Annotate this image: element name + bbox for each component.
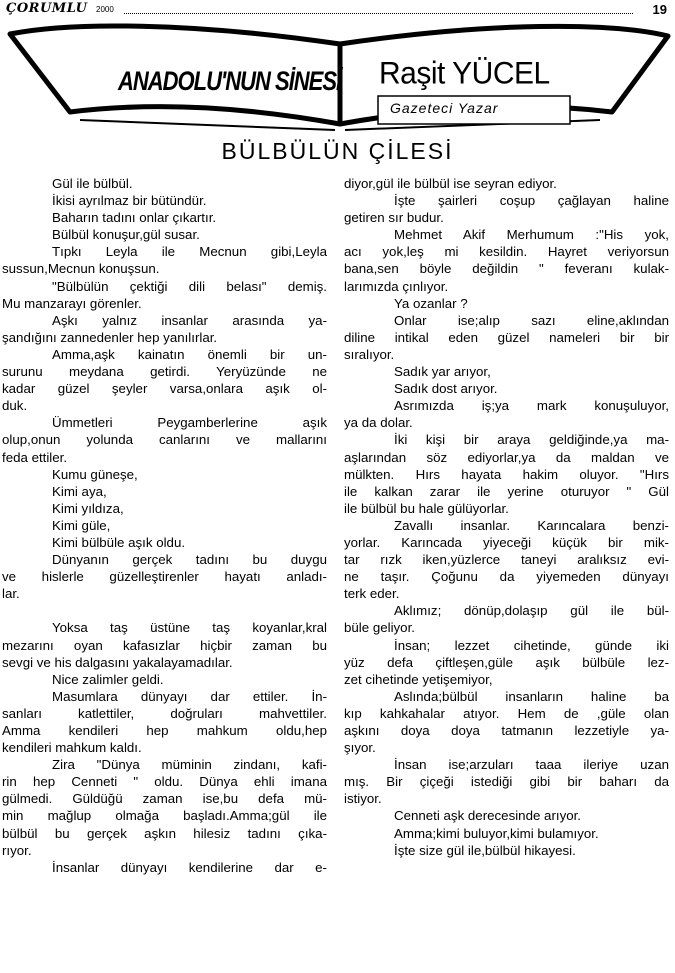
left-column: [2, 175, 327, 876]
text-line: [2, 602, 327, 619]
text-line: Zavallı insanlar. Karıncalara benzi-: [394, 517, 669, 533]
text-line: Kimi yıldıza,: [52, 500, 124, 516]
text-line: feda ettiler.: [2, 449, 68, 465]
text-line: Nice zalimler geldi.: [52, 671, 164, 687]
magazine-logo: ÇORUMLU: [6, 1, 88, 16]
text-line: Kimi aya,: [52, 483, 107, 499]
text-line: Aklımız; dönüp,dolaşıp gül ile bül-: [394, 603, 669, 619]
text-line: Dünyanın gerçek tadını bu duygu: [52, 552, 327, 568]
text-line: sıralıyor.: [344, 346, 395, 362]
text-line: İnsan ise;arzuları taaa ileriye uzan: [394, 757, 669, 773]
text-line: İnsan; lezzet cihetinde, günde iki: [394, 637, 669, 653]
text-line: Kumu güneşe,: [52, 466, 138, 482]
text-line: sussun,Mecnun konuşsun.: [2, 261, 160, 277]
text-line: Sadık yar arıyor,: [394, 364, 491, 380]
text-line: yorlar. Karıncada yiyeceği küçük bir mik-: [344, 534, 669, 550]
text-line: tar rızk iken,yüzlerce taneyi aralıksız evi-: [344, 552, 669, 568]
text-line: ya da dolar.: [344, 415, 413, 431]
text-line: Zira "Dünya müminin zindanı, kafi-: [52, 757, 327, 773]
text-line: terk eder.: [344, 586, 400, 602]
text-line: Mu manzarayı görenler.: [2, 295, 142, 311]
text-line: Gül ile bülbül.: [52, 176, 133, 191]
text-line: zet cihetinde yetişemiyor,: [344, 671, 493, 687]
text-line: mezarını oyan kafasızlar hiçbir zaman bu: [2, 637, 327, 653]
text-line: getiren sır budur.: [344, 210, 444, 226]
text-line: İşte size gül ile,bülbül hikayesi.: [394, 842, 576, 858]
text-line: İşte şairleri coşup çağlayan haline: [394, 193, 669, 209]
text-line: yüz defa çiftleşen,güle aşık bülbüle lez-: [344, 654, 669, 670]
text-line: ile kalkan zarar ile yerine oturuyor " Gül: [344, 483, 669, 499]
text-line: Tıpkı Leyla ile Mecnun gibi,Leyla: [52, 244, 327, 260]
text-line: diline intikal eden güzel nameleri bir bir: [344, 329, 669, 345]
text-line: gülmedi. Güldüğü zaman ise,bu defa mü-: [2, 791, 327, 807]
author-name: Raşit YÜCEL: [379, 56, 550, 91]
text-line: "Bülbülün çektiği dili belası" demiş.: [52, 278, 327, 294]
text-line: Cenneti aşk derecesinde arıyor.: [394, 808, 582, 824]
text-line: kendileri mahkum kaldı.: [2, 740, 142, 756]
text-line: şandığını zannedenler hep yanılırlar.: [2, 329, 218, 345]
text-line: min mağlup olmağa başladı.Amma;gül ile: [2, 808, 327, 824]
text-line: İkisi ayrılmaz bir bütündür.: [52, 193, 207, 209]
text-line: Yoksa taş üstüne taş koyanlar,kral: [52, 620, 327, 636]
text-line: kadar güzel şeyler varsa,onlara aşık ol-: [2, 381, 327, 397]
text-line: acı yok,leş mi kesildin. Hayret veriyorsun: [344, 244, 669, 260]
text-line: İnsanlar dünyayı kendilerine dar e-: [52, 859, 327, 875]
text-line: ile bülbül bu hale gülüyorlar.: [344, 500, 509, 516]
text-line: sanları katlettiler, doğruları mahvettiler.: [2, 705, 327, 721]
text-line: Kimi bülbüle aşık oldu.: [52, 534, 186, 550]
text-line: Amma;kimi buluyor,kimi bulamıyor.: [394, 825, 599, 841]
page-number: 19: [652, 2, 667, 17]
text-line: aşkını doya doya tatmanın lezzetiyle ya-: [344, 723, 669, 738]
text-line: kıp kahkahalar atıyor. Hem de ,güle olan: [344, 705, 669, 721]
article-title: BÜLBÜLÜN ÇİLESİ: [221, 138, 454, 164]
text-line: larımızda çınlıyor.: [344, 278, 449, 294]
text-line: Onlar ise;alıp sazı eline,aklından: [394, 312, 669, 328]
text-line: Baharın tadını onlar çıkartır.: [52, 210, 217, 226]
text-line: büle geliyor.: [344, 620, 415, 636]
column-banner: [0, 14, 675, 134]
text-line: Ya ozanlar ?: [394, 295, 468, 311]
text-line: mış. Bir çiçeği istediği gibi bir baharı da: [344, 774, 669, 790]
author-role: Gazeteci Yazar: [390, 100, 499, 116]
text-line: mülkten. Hırs hayata hakim oluyor. "Hırs: [344, 466, 669, 482]
text-line: Mehmet Akif Merhumum :"His yok,: [394, 227, 669, 243]
text-line: Kimi güle,: [52, 517, 111, 533]
text-line: Amma,aşk kainatın önemli bir un-: [52, 346, 327, 362]
text-line: surunu meydana getirdi. Yeryüzünde ne: [2, 364, 327, 380]
text-line: duk.: [2, 398, 28, 414]
text-line: Asrımızda iş;ya mark konuşuluyor,: [394, 398, 669, 414]
text-line: ve hislerle güzelleştirenler hayatı anladı-: [2, 569, 327, 585]
column-title: ANADOLU'NUN SİNESİ: [118, 66, 342, 96]
text-line: Sadık dost arıyor.: [394, 381, 498, 397]
text-line: rıyor.: [2, 842, 32, 858]
text-line: Aşkı yalnız insanlar arasında ya-: [52, 312, 327, 328]
text-line: rin hep Cenneti " oldu. Dünya ehli imana: [2, 774, 327, 790]
text-line: Ümmetleri Peygamberlerine aşık: [52, 415, 327, 431]
text-line: aşlarından söz ediyorlar,ya da maldan ve: [344, 449, 669, 465]
text-line: olup,onun yolunda canlarını ve mallarını: [2, 432, 327, 448]
text-line: ne taşır. Çoğunu da yiyemeden dünyayı: [344, 569, 669, 585]
text-line: Aslında;bülbül insanların haline ba: [394, 688, 669, 704]
text-line: İki kişi bir araya geldiğinde,ya ma-: [394, 432, 669, 448]
text-line: Masumlara dünyayı dar ettiler. İn-: [52, 688, 327, 704]
text-line: bülbül bu gerçek aşkın hilesiz tadını çıka-: [2, 825, 327, 841]
right-column: [344, 175, 669, 859]
text-line: Bülbül konuşur,gül susar.: [52, 227, 200, 243]
text-line: diyor,gül ile bülbül ise seyran ediyor.: [344, 176, 557, 191]
text-line: Amma kendileri hep mahkum oldu,hep: [2, 723, 327, 738]
text-line: bana,sen böyle değildin " feveranı kulak-: [344, 261, 669, 277]
text-line: şıyor.: [344, 740, 376, 756]
text-line: lar.: [2, 586, 20, 602]
text-line: sevgi ve his dalgasını yakalayamadılar.: [2, 654, 233, 670]
text-line: istiyor.: [344, 791, 382, 807]
issue-year: 2000: [96, 5, 114, 14]
